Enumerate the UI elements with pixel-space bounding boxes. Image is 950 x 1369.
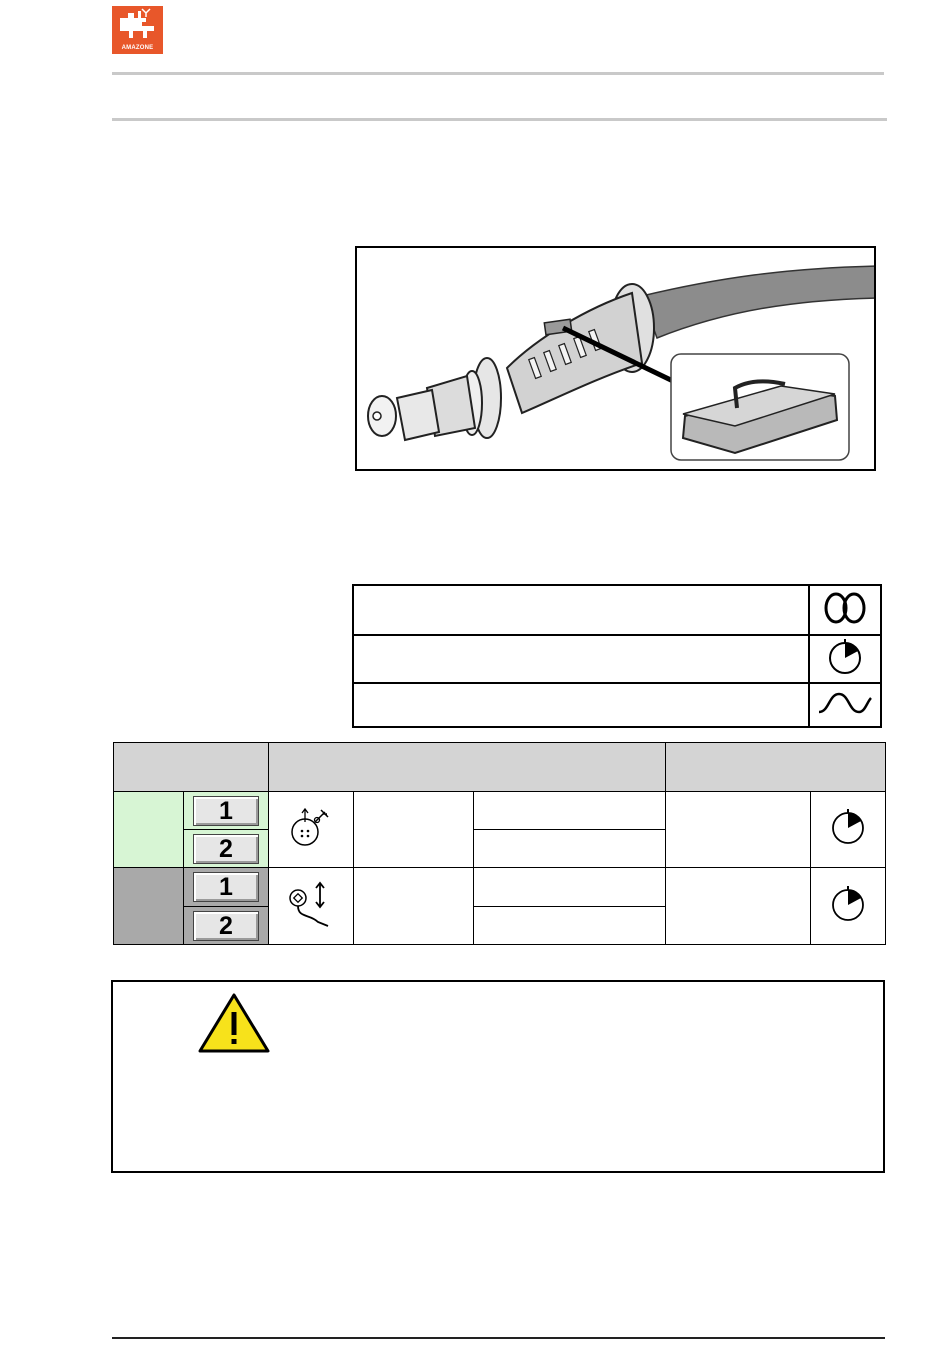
symbol-row — [353, 585, 881, 635]
key-cell — [184, 830, 269, 868]
header-rule — [112, 72, 884, 75]
stopwatch-icon — [809, 635, 881, 683]
function-description-cell — [354, 792, 474, 868]
stopwatch-icon — [811, 868, 886, 945]
table-row — [114, 792, 886, 830]
header-cell — [114, 743, 269, 792]
warning-triangle-icon — [197, 992, 271, 1054]
key-1-button[interactable]: 1 — [193, 796, 259, 826]
group-color-cell — [114, 792, 184, 868]
function-icon-cell — [269, 868, 354, 945]
function-icon-cell — [269, 792, 354, 868]
hydraulic-valve-icon — [281, 802, 341, 852]
infinity-loop-icon — [809, 585, 881, 635]
symbol-row — [353, 683, 881, 727]
action-cell — [474, 830, 666, 868]
key-cell — [184, 868, 269, 907]
key-2-button[interactable]: 2 — [193, 911, 259, 941]
hydraulic-coupling-illustration — [357, 248, 874, 469]
symbols-table — [352, 584, 882, 728]
table-row — [114, 868, 886, 907]
operation-cell — [666, 792, 811, 868]
header-cell — [666, 743, 886, 792]
symbol-description — [353, 635, 809, 683]
coupling-figure — [355, 246, 876, 471]
action-cell — [474, 792, 666, 830]
key-1-button[interactable]: 1 — [193, 872, 259, 902]
hose-lift-icon — [276, 874, 346, 934]
operation-cell — [666, 868, 811, 945]
symbol-row — [353, 635, 881, 683]
symbol-description — [353, 683, 809, 727]
control-table — [113, 742, 886, 945]
tractor-icon — [112, 6, 163, 46]
footer-rule — [112, 1337, 885, 1339]
sine-wave-icon — [809, 683, 881, 727]
action-cell — [474, 907, 666, 945]
header-cell — [269, 743, 666, 792]
key-cell — [184, 792, 269, 830]
group-color-cell — [114, 868, 184, 945]
section-rule — [112, 118, 887, 121]
key-cell — [184, 907, 269, 945]
key-2-button[interactable]: 2 — [193, 834, 259, 864]
stopwatch-icon — [811, 792, 886, 868]
warning-box — [111, 980, 885, 1173]
amazone-logo — [112, 6, 163, 54]
logo-text: AMAZONE — [121, 45, 154, 51]
table-header-row — [114, 743, 886, 792]
symbol-description — [353, 585, 809, 635]
function-description-cell — [354, 868, 474, 945]
action-cell — [474, 868, 666, 907]
